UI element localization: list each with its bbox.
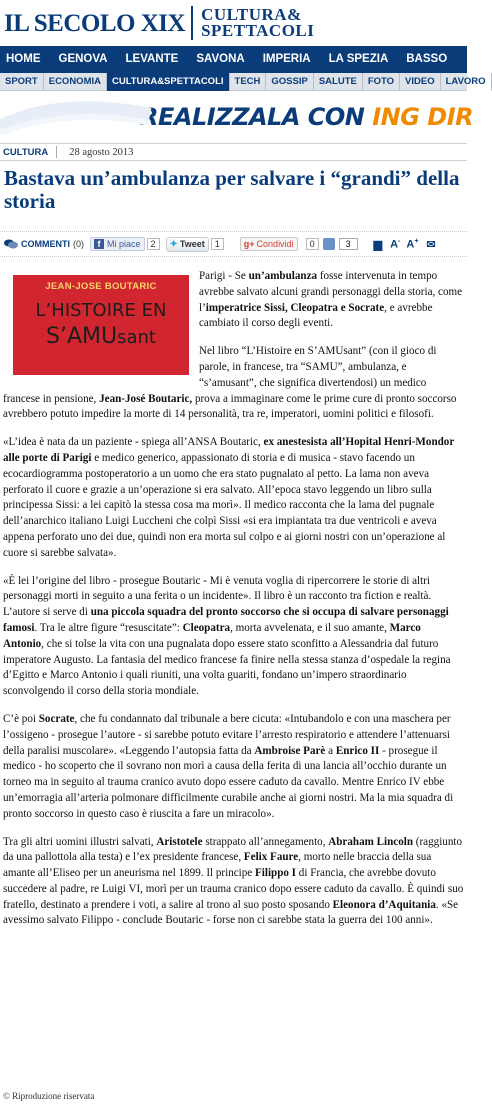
share-widget xyxy=(304,238,358,250)
subnav-item-gossip[interactable]: GOSSIP xyxy=(266,73,313,91)
subnav-item-sport[interactable]: SPORT xyxy=(0,73,44,91)
subnav-item-cultura-spettacoli[interactable]: CULTURA&SPETTACOLI xyxy=(107,73,230,91)
article-category[interactable]: CULTURA xyxy=(3,146,49,158)
subnav-item-economia[interactable]: ECONOMIA xyxy=(44,73,107,91)
twitter-bird-icon: ✦ xyxy=(169,238,178,250)
subnav-item-video[interactable]: VIDEO xyxy=(400,73,441,91)
section-logo[interactable] xyxy=(201,7,314,39)
facebook-like-button[interactable]: f Mi piace xyxy=(90,237,145,251)
article-meta xyxy=(0,143,467,161)
comments-label: COMMENTI xyxy=(21,239,70,249)
facebook-like-count: 2 xyxy=(147,238,160,250)
nav-item-genova[interactable]: GENOVA xyxy=(58,53,108,65)
article-paragraph-5: C’è poi Socrate, che fu condannato dal tribunale a bere cicuta: «Intubandolo e con una maschera per l’ossigeno - prosegue l’autore - si sarebbe potuto evitare l’arresto respiratorio e attendere l’attenuarsi della paralisi muscolare». «Leggendo l’autopsia fatta da Ambroise Parè a Enrico II - prosegue il medico - ho scoperto che il sovrano non morì a causa della ferita di una lancia all’occhio durante un torneo ma in seguito al trauma cranico avuto dopo essere caduto da cavallo. Mentre Enrico IV ebbe un’emorragia all’arteria polmonare difficilmente curabile anche ai giorni nostri. Ma la mia squadra di pronto soccorso in questo caso è riuscita a fare un miracolo». xyxy=(3,712,454,820)
share-icon[interactable] xyxy=(323,238,335,250)
section-logo-line1: CULTURA& xyxy=(201,5,302,24)
site-logo[interactable]: IL SECOLO XIX xyxy=(4,9,186,37)
article-paragraph-2: Nel libro “L’Histoire en S’AMUsant” (con il gioco di parole, in francese, tra “SAMU”, ambulanza, e “s’amusant”, che significa divertendosi) un medico francese in pensione, Jean-José Boutaric, prova a immaginare come le prime cure di pronto soccorso avrebbero potuto impedire la morte di 14 personalità, tra re, imperatori, uomini politici e filosofi. xyxy=(3,345,457,421)
comments-count: (0) xyxy=(73,239,84,249)
tweet-button[interactable]: ✦ Tweet xyxy=(166,237,209,252)
nav-item-levante[interactable]: LEVANTE xyxy=(125,53,179,65)
gplus-count: 0 xyxy=(306,238,319,250)
comments-link[interactable] xyxy=(4,239,84,250)
article-headline: Bastava un’ambulanza per salvare i “grandi” della storia xyxy=(4,166,460,213)
nav-item-imperia[interactable]: IMPERIA xyxy=(262,53,311,65)
article-paragraph-3: «L’idea è nata da un paziente - spiega all’ANSA Boutaric, ex anestesista all’Hopital Henri-Mondor alle porte di Parigi e medico generico, appassionato di storia e di musica - stavo facendo un ecocardiogramma postoperatorio a un uomo che era stato pugnalato al petto. La lama non aveva perforato il cuore e grazie a un’operazione si era salvato. All’epoca stavo leggendo un libro sulla principessa Sissi: a lei capitò la stessa cosa ma morì». Il medico racconta che la lama del pugnale dell’anarchico italiano Luigi Luccheni che colpì Sissi «si era impiantata tra due ventricoli e aveva appena perforato uno dei due, quindi non era morta sul colpo e ai giorni nostri con un’operazione al cuore si sarebbe salvata». xyxy=(3,436,455,559)
social-toolbar xyxy=(0,231,467,257)
share-count: 3 xyxy=(339,238,358,250)
article-date: 28 agosto 2013 xyxy=(69,146,134,158)
article-paragraph-1: Parigi - Se un’ambulanza fosse intervenuta in tempo avrebbe salvato alcuni grandi personaggi della storia, come l’imperatrice Sissi, Cleopatra e Socrate, e avrebbe cambiato il corso degli eventi. xyxy=(199,270,463,330)
gplus-icon: g+ xyxy=(243,239,255,249)
comments-icon xyxy=(4,239,18,250)
tweet-widget xyxy=(166,237,224,252)
subnav-item-salute[interactable]: SALUTE xyxy=(314,73,363,91)
article-top-spacer xyxy=(3,257,464,269)
article-paragraph-6: Tra gli altri uomini illustri salvati, Aristotele strappato all’annegamento, Abraham Lincoln (raggiunto da una pallottola alla testa) e l’ex presidente francese, Felix Faure, morto nelle braccia della sua amante all’Eliseo per un aneurisma nel 1899. Il principe Filippo I di Francia, che avrebbe dovuto succedere al padre, re Luigi VI, morì per un trauma cranico dopo essere caduto da cavallo. È quindi suo fratello, destinato a prendere i voti, a salire al trono al suo posto sposando Eleonora d’Aquitania. «Se avessimo salvato Filippo - conclude Boutaric - forse non ci sarebbe stata la guerra dei 100 anni». xyxy=(3,835,464,927)
subnav-item-tech[interactable]: TECH xyxy=(230,73,267,91)
main-nav xyxy=(0,46,467,73)
font-decrease-icon[interactable]: A- xyxy=(390,237,401,251)
article-body xyxy=(0,257,467,929)
masthead xyxy=(0,0,467,46)
gplus-share-button[interactable]: g+ Condividi xyxy=(240,237,298,251)
book-cover-author: JEAN-JOSE BOUTARIC xyxy=(45,281,157,292)
nav-item-home[interactable]: HOME xyxy=(6,53,41,65)
banner-text: REALIZZALA CON ING DIR xyxy=(140,103,474,131)
nav-item-la-spezia[interactable]: LA SPEZIA xyxy=(328,53,389,65)
book-cover-title-line1: L’HISTOIRE EN xyxy=(35,300,167,321)
book-cover-title-line2: S’AMUsant xyxy=(46,324,156,349)
print-icon[interactable]: ▆ xyxy=(373,238,383,251)
font-increase-icon[interactable]: A+ xyxy=(406,237,419,251)
facebook-like-widget xyxy=(90,237,160,251)
ad-banner[interactable] xyxy=(0,91,474,143)
section-logo-line2: SPETTACOLI xyxy=(201,21,315,40)
gplus-widget xyxy=(240,237,298,251)
nav-item-savona[interactable]: SAVONA xyxy=(196,53,245,65)
meta-divider xyxy=(56,146,57,158)
banner-swoosh-graphic xyxy=(0,97,150,137)
email-icon[interactable]: ✉ xyxy=(426,238,436,251)
facebook-icon: f xyxy=(94,239,104,249)
book-cover-image xyxy=(13,275,189,375)
tweet-count: 1 xyxy=(211,238,224,250)
copyright-footer: © Riproduzione riservata xyxy=(3,1091,95,1101)
nav-item-basso[interactable]: BASSO xyxy=(406,53,448,65)
subnav-item-foto[interactable]: FOTO xyxy=(363,73,400,91)
sub-nav xyxy=(0,73,486,91)
article-paragraph-4: «È lei l’origine del libro - prosegue Boutaric - Mi è venuta voglia di ripercorrere le storie di altri personaggi morti in seguito a una ferita o un incidente». Il libro è un racconto tra fiction e realtà. L’autore si serve di una piccola squadra del pronto soccorso che si occupa di salvare personaggi famosi. Tra le altre figure “resuscitate”: Cleopatra, morta avvelenata, e il suo amante, Marco Antonio, che si tolse la vita con una pugnalata dopo essere stato sconfitto a Alessandria dal futuro imperatore Augusto. La fantasia del medico francese fa finire nella stessa stanza d’ospedale la regina d’Egitto e Marco Antonio i quali riuniti, una volta guariti, fondano un’impero straordinario sconvolgendo il corso della storia mondiale. xyxy=(3,574,451,698)
masthead-divider xyxy=(191,6,193,40)
subnav-item-lavoro[interactable]: LAVORO xyxy=(441,73,492,91)
